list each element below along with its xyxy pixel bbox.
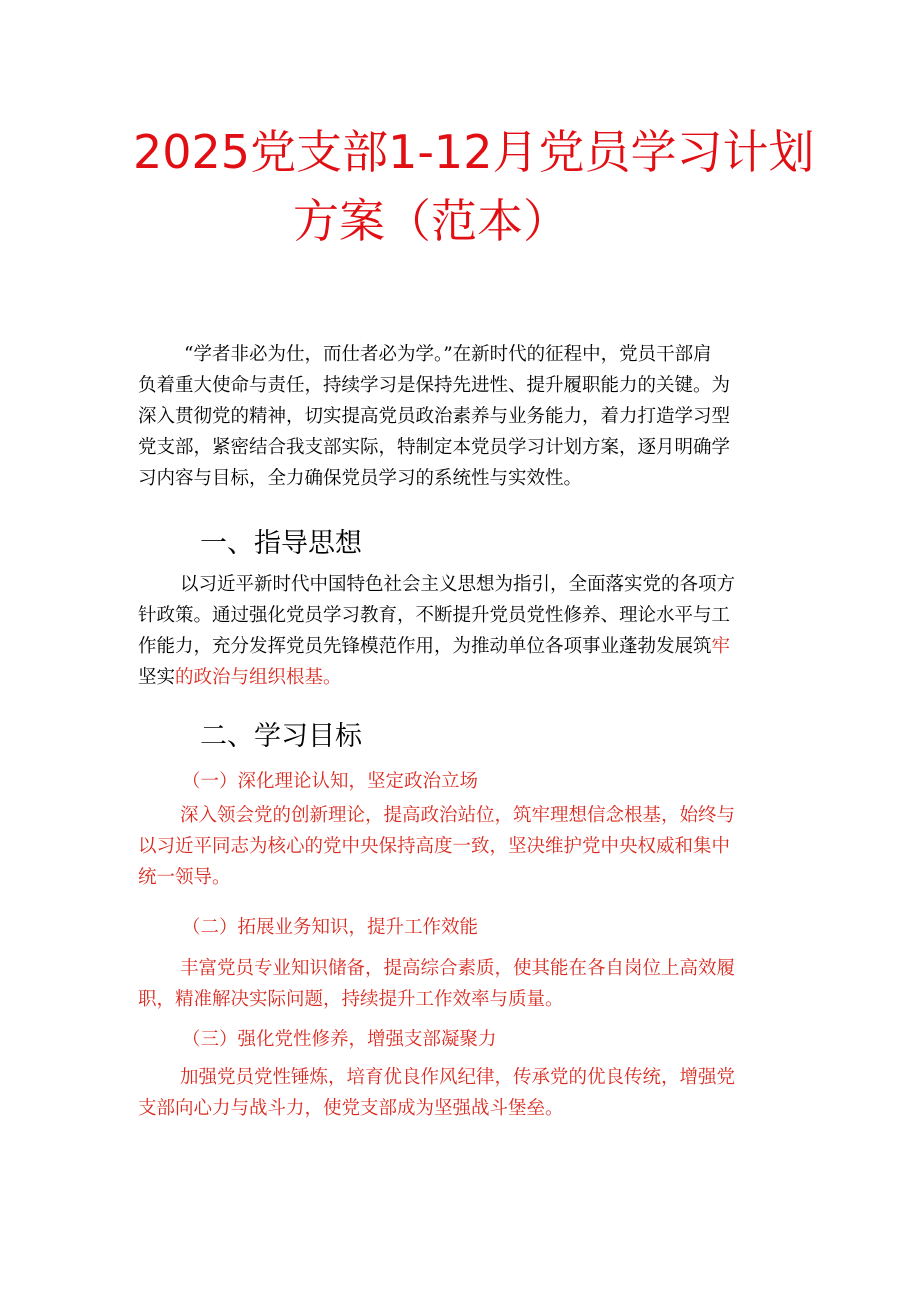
intro-paragraph	[138, 339, 786, 494]
section-heading-guiding-thought: 一、指导思想	[200, 528, 362, 559]
goal-line: 支部向心力与战斗力，使党支部成为坚强战斗堡垒。	[138, 1098, 564, 1119]
section1-last-red: 的政治与组织根基。	[175, 667, 342, 688]
goal-line: 丰富党员专业知识储备，提高综合素质，使其能在各自岗位上高效履	[180, 958, 736, 979]
document-title-line-1: 2025党支部1-12月党员学习计划	[133, 125, 815, 179]
goal-paragraph-2	[138, 953, 786, 1015]
section1-line: 以习近平新时代中国特色社会主义思想为指引，全面落实党的各项方	[180, 574, 736, 595]
goal-line: 以习近平同志为核心的党中央保持高度一致，坚决维护党中央权威和集中	[138, 836, 731, 857]
intro-line: “学者非必为仕，而仕者必为学。”在新时代的征程中，党员干部肩	[184, 344, 712, 365]
section1-line	[138, 662, 786, 693]
goal-paragraph-1	[138, 800, 786, 893]
section1-line: 针政策。通过强化党员学习教育，不断提升党员党性修养、理论水平与工	[138, 605, 731, 626]
section1-line-red-tail: 牢	[711, 636, 731, 657]
goal-line: 职，精准解决实际问题，持续提升工作效率与质量。	[138, 989, 564, 1010]
goal-subheading-3: （三）强化党性修养，增强支部凝聚力	[182, 1029, 497, 1050]
intro-line: 习内容与目标，全力确保党员学习的系统性与实效性。	[138, 468, 583, 489]
document-title-line-2: 方案（范本）	[293, 194, 569, 248]
intro-line: 深入贯彻党的精神，切实提高党员政治素养与业务能力，着力打造学习型	[138, 406, 731, 427]
goal-paragraph-3	[138, 1062, 786, 1124]
section1-line-text: 作能力，充分发挥党员先锋模范作用，为推动单位各项事业蓬勃发展筑	[138, 636, 712, 657]
goal-line: 统一领导。	[138, 867, 231, 888]
goal-subheading-2: （二）拓展业务知识，提升工作效能	[182, 917, 479, 938]
intro-line: 党支部，紧密结合我支部实际，特制定本党员学习计划方案，逐月明确学	[138, 437, 731, 458]
goal-line: 加强党员党性锤炼，培育优良作风纪律，传承党的优良传统，增强党	[180, 1067, 736, 1088]
goal-subheading-1: （一）深化理论认知，坚定政治立场	[182, 771, 479, 792]
goal-line: 深入领会党的创新理论，提高政治站位，筑牢理想信念根基，始终与	[180, 805, 736, 826]
section1-line	[138, 631, 786, 662]
intro-line: 负着重大使命与责任，持续学习是保持先进性、提升履职能力的关键。为	[138, 375, 731, 396]
section1-last-black: 坚实	[138, 667, 176, 688]
section1-paragraph	[138, 569, 786, 693]
section-heading-learning-goals: 二、学习目标	[200, 721, 362, 752]
